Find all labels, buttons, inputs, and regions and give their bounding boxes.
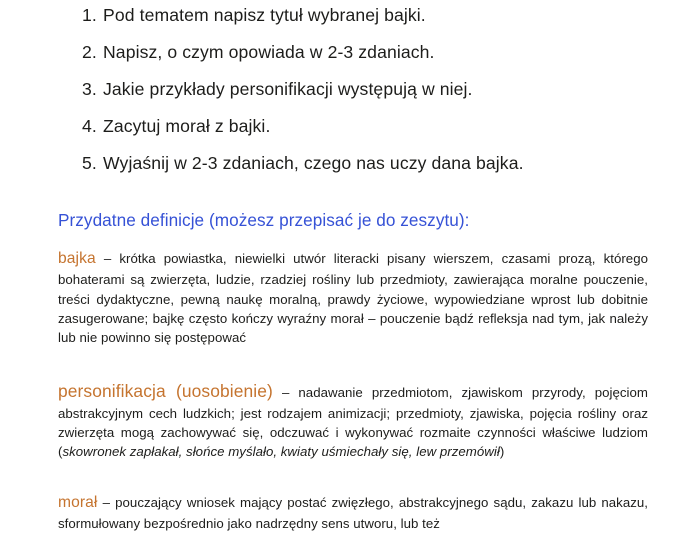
definition-body-end: ) (499, 444, 505, 460)
task-text: Wyjaśnij w 2-3 zdaniach, czego nas uczy dana bajka. (103, 152, 524, 173)
task-item (58, 153, 648, 174)
task-text: Pod tematem napisz tytuł wybranej bajki. (103, 5, 426, 25)
task-item (58, 79, 648, 100)
definition-term: bajka (58, 249, 96, 267)
definition-term: personifikacja (uosobienie) (58, 380, 273, 401)
definition-body: pouczający wniosek mający postać zwięzłego, abstrakcyjnego sądu, zakazu lub nakazu, sformułowany bezpośrednio jako nadrzędny sens utworu, lub też (58, 494, 648, 532)
task-text: Napisz, o czym opowiada w 2-3 zdaniach. (103, 41, 435, 62)
task-text: Jakie przykłady personifikacji występują w niej. (103, 78, 473, 99)
definition-personifikacja (58, 379, 648, 462)
definition-dash: – (97, 494, 116, 510)
task-item (58, 116, 648, 137)
definition-bajka (58, 248, 648, 348)
task-number: 1. (82, 5, 97, 25)
task-list (58, 5, 648, 174)
task-number: 3. (82, 78, 97, 99)
task-number: 2. (82, 41, 97, 62)
definition-term: morał (58, 493, 98, 511)
definition-dash: – (95, 250, 120, 266)
definition-moral (58, 492, 648, 534)
definition-body: nadawanie przedmiotom, zjawiskom przyrody, pojęciom abstrakcyjnym cech ludzkich; jest rodzajem animizacji; przedmioty, zjawiska, pojęcia rośliny oraz zwierzęta mogą zachowywać się, odczuwać i wykonywać rozmaite czynności właściwe ludziom ( (58, 384, 648, 460)
task-item (58, 42, 648, 63)
task-number: 4. (82, 115, 97, 136)
definition-dash: – (272, 384, 299, 400)
definition-body: krótka powiastka, niewielki utwór literacki pisany wierszem, czasami prozą, którego bohaterami są zwierzęta, ludzie, rzadziej rośliny lub przedmioty, zawierająca moralne pouczenie, treści dydaktyczne, pewną naukę moralną, prawdy życiowe, wypowiedziane wprost lub dobitnie zasugerowane; bajkę często kończy wyraźny morał – pouczenie bądź refleksja nad tym, jak należy lub nie powinno się postępować (58, 250, 648, 346)
definition-examples: skowronek zapłakał, słońce myślało, kwiaty uśmiechały się, lew przemówił (62, 444, 500, 460)
task-item (58, 5, 648, 26)
task-text: Zacytuj morał z bajki. (103, 115, 271, 136)
definitions-section-heading: Przydatne definicje (możesz przepisać je do zeszytu): (58, 210, 470, 231)
task-number: 5. (82, 152, 97, 173)
